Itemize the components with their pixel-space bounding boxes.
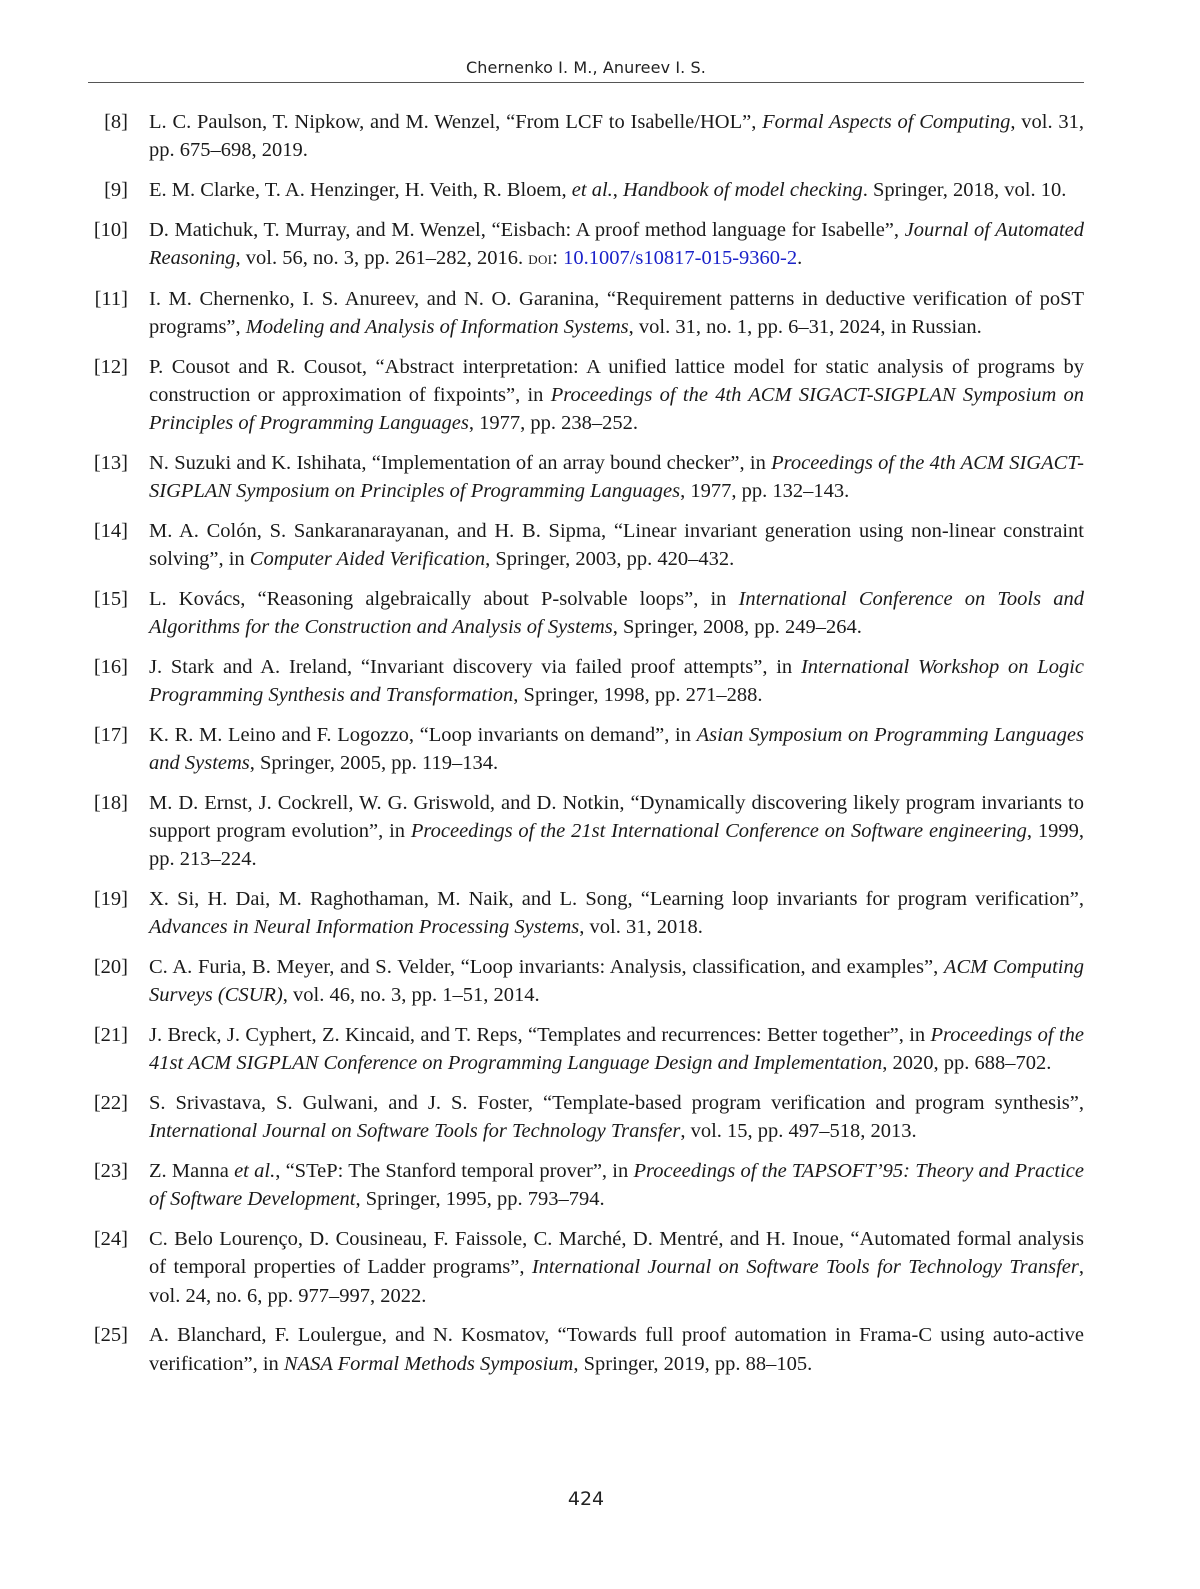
reference-segment: M. A. Colón, S. Sankaranarayanan, and H. B. Sipma, “Linear invariant generation using non-linear constraint solving”, in xyxy=(149,520,1084,571)
reference-number: [11] xyxy=(94,287,128,310)
reference-segment: D. Matichuk, T. Murray, and M. Wenzel, “Eisbach: A proof method language for Isabelle”, xyxy=(149,218,905,241)
reference-segment: , vol. 31, pp. 675–698, 2019. xyxy=(149,111,1084,162)
reference-segment: J. Breck, J. Cyphert, Z. Kincaid, and T. Reps, “Templates and recurrences: Better together”, in xyxy=(149,1024,931,1047)
reference-text xyxy=(149,721,1084,777)
reference-entry xyxy=(88,885,1084,941)
reference-segment: , 2020, pp. 688–702. xyxy=(882,1052,1052,1075)
reference-number: [21] xyxy=(93,1024,128,1047)
reference-segment: , 1977, pp. 132–143. xyxy=(680,480,850,503)
reference-number: [8] xyxy=(104,111,128,133)
reference-entry xyxy=(88,721,1084,777)
reference-segment: I. M. Chernenko, I. S. Anureev, and N. O. Garanina, “Requirement patterns in deductive verification of poST programs”, xyxy=(149,287,1084,338)
reference-text xyxy=(149,108,1084,164)
reference-italic-title: International Journal on Software Tools for Technology Transfer xyxy=(149,1120,681,1143)
doi-label: doi xyxy=(528,248,553,269)
reference-number: [15] xyxy=(93,588,128,610)
reference-segment: M. D. Ernst, J. Cockrell, W. G. Griswold, and D. Notkin, “Dynamically discovering likely program invariants to support program evolution”, in xyxy=(149,792,1084,843)
reference-entry xyxy=(88,353,1084,438)
reference-segment: K. R. M. Leino and F. Logozzo, “Loop invariants on demand”, in xyxy=(149,724,697,746)
reference-text xyxy=(149,653,1084,709)
reference-text xyxy=(149,353,1084,438)
reference-text xyxy=(149,1021,1084,1077)
reference-segment: X. Si, H. Dai, M. Raghothaman, M. Naik, and L. Song, “Learning loop invariants for program verification”, xyxy=(149,888,1084,911)
reference-number: [16] xyxy=(93,656,128,678)
reference-number: [17] xyxy=(93,724,128,746)
reference-segment: , vol. 24, no. 6, pp. 977–997, 2022. xyxy=(149,1256,1084,1307)
reference-italic-title: International Journal on Software Tools for Technology Transfer xyxy=(531,1256,1079,1279)
reference-italic-title: Handbook of model checking xyxy=(623,179,863,201)
reference-entry xyxy=(88,517,1084,573)
reference-italic-title: et al. xyxy=(234,1160,276,1183)
reference-segment: , Springer, 2005, pp. 119–134. xyxy=(249,752,499,775)
page-number: 424 xyxy=(567,1488,605,1510)
reference-italic-title: Proceedings of the TAPSOFT’95: Theory and Practice of Software Development xyxy=(149,1160,1084,1211)
reference-number: [25] xyxy=(93,1324,128,1347)
reference-text xyxy=(149,449,1084,505)
reference-italic-title: NASA Formal Methods Symposium xyxy=(283,1352,574,1375)
reference-number: [18] xyxy=(93,792,128,814)
reference-entry xyxy=(88,1321,1084,1377)
reference-text xyxy=(149,285,1084,341)
reference-number: [13] xyxy=(93,452,128,474)
reference-segment: : xyxy=(552,247,564,269)
reference-segment: . Springer, 2018, vol. 10. xyxy=(862,179,1067,201)
reference-entry xyxy=(88,953,1084,1009)
reference-entry xyxy=(88,1089,1084,1145)
reference-segment: C. A. Furia, B. Meyer, and S. Velder, “Loop invariants: Analysis, classification, and examples”, xyxy=(149,956,944,979)
reference-number: [12] xyxy=(93,355,128,378)
reference-text xyxy=(149,517,1084,573)
reference-entry xyxy=(88,285,1084,341)
running-header: Chernenko I. M., Anureev I. S. xyxy=(466,58,706,77)
reference-entry xyxy=(88,653,1084,709)
reference-italic-title: ACM Computing Surveys (CSUR) xyxy=(149,956,1084,1007)
reference-text xyxy=(149,1321,1084,1377)
reference-segment: , Springer, 2003, pp. 420–432. xyxy=(485,548,735,571)
reference-segment: , 1999, pp. 213–224. xyxy=(149,820,1084,871)
reference-entry xyxy=(88,789,1084,874)
reference-segment: , Springer, 1995, pp. 793–794. xyxy=(355,1188,605,1211)
reference-entry xyxy=(88,585,1084,641)
reference-segment: L. Kovács, “Reasoning algebraically about P-solvable loops”, in xyxy=(149,588,739,610)
reference-entry xyxy=(88,176,1084,204)
reference-number: [24] xyxy=(93,1228,128,1251)
reference-italic-title: Formal Aspects of Computing xyxy=(762,111,1011,133)
reference-segment: , vol. 15, pp. 497–518, 2013. xyxy=(680,1120,917,1143)
reference-entry xyxy=(88,216,1084,273)
reference-segment: N. Suzuki and K. Ishihata, “Implementation of an array bound checker”, in xyxy=(149,452,772,474)
reference-segment: , vol. 31, 2018. xyxy=(579,916,703,939)
reference-text xyxy=(149,885,1084,941)
reference-text xyxy=(149,789,1084,874)
reference-number: [23] xyxy=(93,1160,128,1183)
header-rule xyxy=(88,82,1084,83)
reference-number: [9] xyxy=(104,179,128,201)
reference-segment: , vol. 31, no. 1, pp. 6–31, 2024, in Russian. xyxy=(628,316,982,338)
reference-entry xyxy=(88,1157,1084,1213)
reference-segment: C. Belo Lourenço, D. Cousineau, F. Faissole, C. Marché, D. Mentré, and H. Inoue, “Automated formal analysis of temporal properties of Ladder programs”, xyxy=(149,1228,1084,1279)
reference-text xyxy=(149,1089,1084,1145)
reference-text xyxy=(149,176,1084,204)
reference-italic-title: Advances in Neural Information Processing Systems xyxy=(149,916,580,939)
reference-text xyxy=(149,585,1084,641)
reference-entry xyxy=(88,108,1084,164)
reference-italic-title: Proceedings of the 4th ACM SIGACT-SIGPLAN Symposium on Principles of Programming Languages xyxy=(149,452,1084,503)
reference-entry xyxy=(88,1225,1084,1310)
reference-segment: , Springer, 2008, pp. 249–264. xyxy=(612,616,862,639)
reference-italic-title: et al. xyxy=(571,179,613,201)
reference-segment: E. M. Clarke, T. A. Henzinger, H. Veith, R. Bloem, xyxy=(149,179,572,201)
reference-italic-title: International Workshop on Logic Programming Synthesis and Transformation xyxy=(149,656,1084,707)
reference-italic-title: Journal of Automated Reasoning xyxy=(149,218,1084,269)
reference-italic-title: Computer Aided Verification xyxy=(249,548,486,571)
reference-text xyxy=(149,953,1084,1009)
reference-segment: , xyxy=(612,179,624,201)
reference-segment: , vol. 46, no. 3, pp. 1–51, 2014. xyxy=(282,984,540,1007)
reference-number: [14] xyxy=(93,520,128,542)
reference-italic-title: Modeling and Analysis of Information Systems xyxy=(245,316,629,338)
reference-italic-title: Proceedings of the 41st ACM SIGPLAN Conference on Programming Language Design and Implementation xyxy=(149,1024,1084,1075)
reference-entry xyxy=(88,1021,1084,1077)
reference-segment: S. Srivastava, S. Gulwani, and J. S. Foster, “Template-based program verification and program synthesis”, xyxy=(149,1092,1084,1115)
reference-text xyxy=(149,1225,1084,1310)
reference-number: [10] xyxy=(93,218,128,241)
reference-segment: , 1977, pp. 238–252. xyxy=(468,412,638,435)
reference-segment: , vol. 56, no. 3, pp. 261–282, 2016. xyxy=(235,247,529,269)
reference-text xyxy=(149,1157,1084,1213)
doi-link[interactable]: 10.1007/s10817-015-9360-2 xyxy=(563,247,798,269)
reference-number: [22] xyxy=(93,1092,128,1115)
reference-segment: L. C. Paulson, T. Nipkow, and M. Wenzel, “From LCF to Isabelle/HOL”, xyxy=(149,111,763,133)
reference-segment: , “STeP: The Stanford temporal prover”, in xyxy=(275,1160,634,1183)
reference-list xyxy=(88,108,1084,1389)
reference-number: [19] xyxy=(93,888,128,911)
reference-italic-title: International Conference on Tools and Algorithms for the Construction and Analysis of Systems xyxy=(149,588,1084,639)
reference-segment: Z. Manna xyxy=(149,1160,235,1183)
reference-number: [20] xyxy=(93,956,128,979)
reference-segment: A. Blanchard, F. Loulergue, and N. Kosmatov, “Towards full proof automation in Frama-C using auto-active verification”, in xyxy=(149,1324,1084,1375)
reference-segment: . xyxy=(797,247,803,269)
reference-segment: , Springer, 1998, pp. 271–288. xyxy=(513,684,763,707)
reference-italic-title: Proceedings of the 21st International Conference on Software engineering xyxy=(410,820,1027,843)
reference-segment: J. Stark and A. Ireland, “Invariant discovery via failed proof attempts”, in xyxy=(149,656,801,678)
reference-segment: P. Cousot and R. Cousot, “Abstract interpretation: A unified lattice model for static analysis of programs by construction or approximation of fixpoints”, in xyxy=(149,355,1084,406)
reference-entry xyxy=(88,449,1084,505)
reference-italic-title: Proceedings of the 4th ACM SIGACT-SIGPLAN Symposium on Principles of Programming Languages xyxy=(149,384,1085,435)
reference-text xyxy=(149,216,1084,273)
reference-segment: , Springer, 2019, pp. 88–105. xyxy=(573,1352,813,1375)
reference-italic-title: Asian Symposium on Programming Languages and Systems xyxy=(149,724,1085,775)
